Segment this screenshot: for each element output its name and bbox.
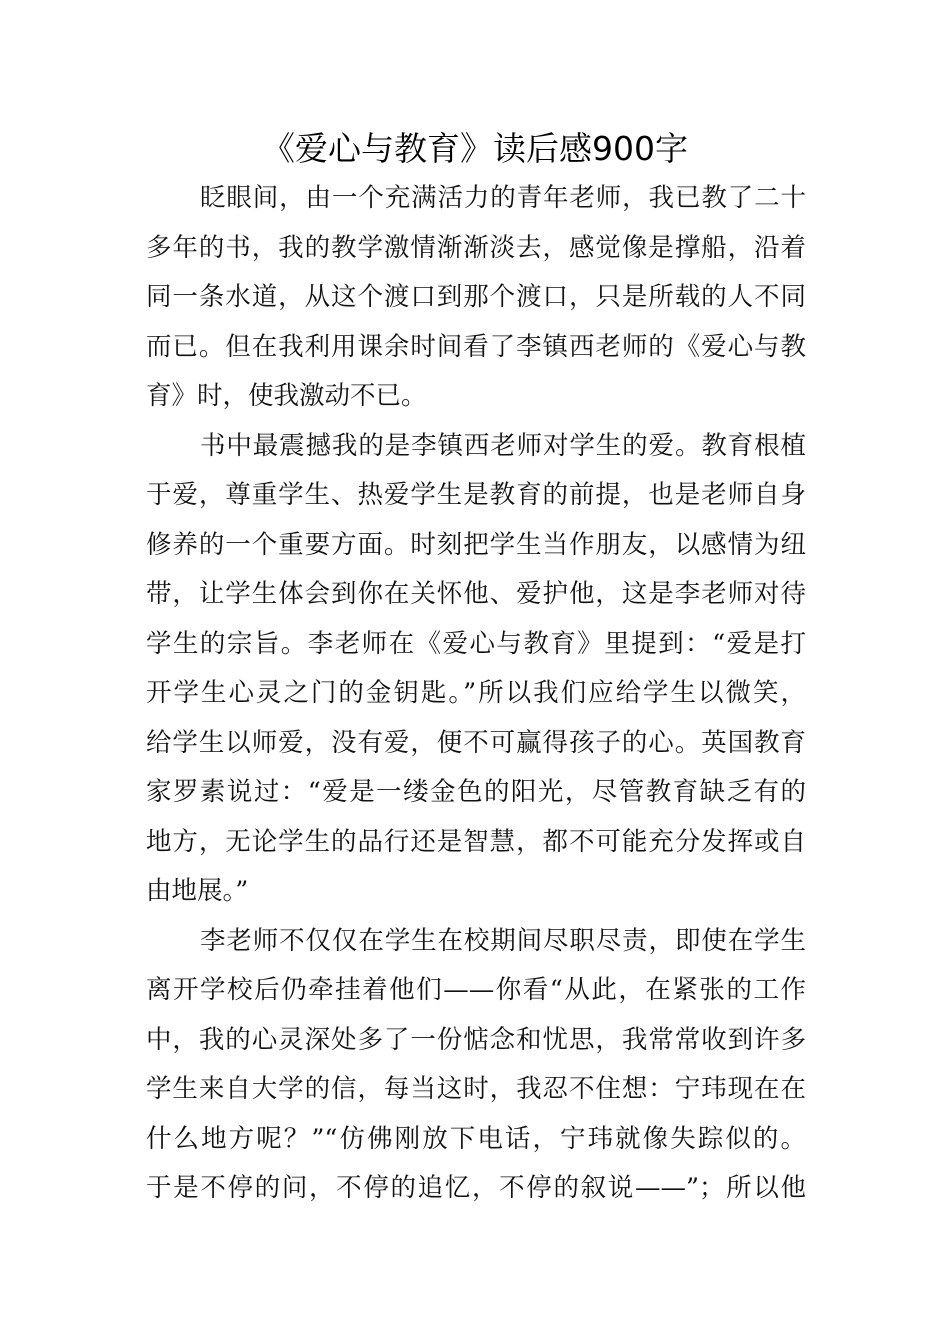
paragraph-line: 育》时，使我激动不已。 [146, 381, 427, 411]
paragraph-2 [146, 422, 806, 917]
paragraph-line: 眨眼间，由一个充满活力的青年老师，我已教了二十 [200, 183, 806, 213]
paragraph-line: 修养的一个重要方面。时刻把学生当作朋友，以感情为纽 [146, 529, 806, 560]
paragraph-line: 学生来自大学的信，每当这时，我忍不住想：宁玮现在在 [146, 1074, 806, 1104]
paragraph-1 [146, 174, 806, 422]
document-title: 《爱心与教育》读后感900字 [262, 129, 688, 168]
paragraph-line: 带，让学生体会到你在关怀他、爱护他，这是李老师对待 [146, 579, 806, 609]
paragraph-line: 书中最震撼我的是李镇西老师对学生的爱。教育根植 [200, 430, 806, 461]
paragraph-line: 地方，无论学生的品行还是智慧，都不可能充分发挥或自 [146, 826, 806, 857]
paragraph-line: 而已。但在我利用课余时间看了李镇西老师的《爱心与教 [146, 331, 806, 362]
paragraph-line: 家罗素说过：“爱是一缕金色的阳光，尽管教育缺乏有的 [146, 777, 806, 807]
paragraph-line: 什么地方呢？”“仿佛刚放下电话，宁玮就像失踪似的。 [146, 1123, 806, 1154]
paragraph-line: 李老师不仅仅在学生在校期间尽职尽责，即使在学生 [200, 925, 806, 956]
paragraph-line: 离开学校后仍牵挂着他们——你看“从此，在紧张的工作 [146, 975, 806, 1005]
document-body [146, 174, 806, 1214]
paragraph-line: 同一条水道，从这个渡口到那个渡口，只是所载的人不同 [146, 282, 806, 312]
paragraph-line: 由地展。” [146, 876, 249, 906]
paragraph-3 [146, 917, 806, 1214]
paragraph-line: 开学生心灵之门的金钥匙。”所以我们应给学生以微笑， [146, 678, 806, 708]
paragraph-line: 于爱，尊重学生、热爱学生是教育的前提，也是老师自身 [146, 480, 806, 510]
paragraph-line: 多年的书，我的教学激情渐渐淡去，感觉像是撑船，沿着 [146, 232, 806, 263]
paragraph-line: 于是不停的问，不停的追忆，不停的叙说——”；所以他 [146, 1173, 806, 1203]
paragraph-line: 学生的宗旨。李老师在《爱心与教育》里提到：“爱是打 [146, 628, 806, 659]
paragraph-line: 给学生以师爱，没有爱，便不可赢得孩子的心。英国教育 [146, 727, 806, 758]
paragraph-line: 中，我的心灵深处多了一份惦念和忧思，我常常收到许多 [146, 1024, 806, 1055]
